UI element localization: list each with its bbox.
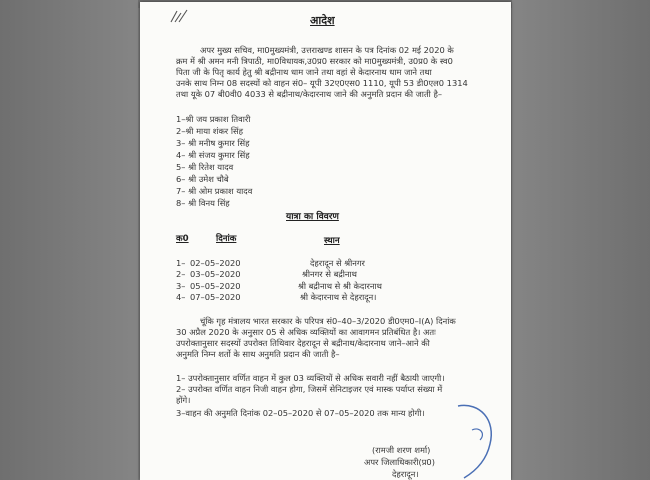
- condition-line: 1– उपरोक्तानुसार वर्णित वाहन में कुल 03 व्यक्तियों से अधिक सवारी नहीं बैठायी जाएगी।: [176, 373, 445, 383]
- paragraph1-line: तथा यूके 07 बी0वी0 4033 से बद्रीनाथ/केदारनाथ जाने की अनुमति प्रदान की जाती है–: [176, 89, 443, 99]
- trip-heading: यात्रा का विवरण: [286, 212, 339, 222]
- paragraph1-line: उनके साथ निम्न 08 सदस्यों को वाहन सं0– यूपी 32ए0एस0 1110, यूपी 53 डी0एल0 1314: [176, 78, 468, 88]
- scan-mark-icon: [170, 8, 190, 24]
- table-header-date: दिनांक: [216, 234, 237, 244]
- paragraph2-line: अनुमति निम्न शर्तो के साथ अनुमति प्रदान की जाती है–: [176, 349, 340, 359]
- member-item: 8– श्री विनय सिंह: [176, 198, 230, 208]
- table-cell-no: 4–: [176, 292, 186, 302]
- table-cell-no: 3–: [176, 281, 186, 291]
- paragraph2-line: उपरोक्तानुसार सदस्यों उपरोक्त तिथिवार देहरादून से बद्रीनाथ/केदारनाथ जाने–आने की: [176, 338, 430, 348]
- condition-line: होंगे।: [176, 395, 191, 405]
- viewer-left-margin: [0, 0, 138, 480]
- member-item: 1–श्री जय प्रकाश तिवारी: [176, 114, 251, 124]
- document-page: [140, 2, 511, 480]
- member-item: 2–श्री माया शंकर सिंह: [176, 126, 244, 136]
- table-header-place: स्थान: [324, 236, 340, 246]
- signature-designation: अपर जिलाधिकारी(प्र0): [364, 457, 435, 467]
- table-cell-no: 2–: [176, 269, 186, 279]
- member-item: 3– श्री मनीष कुमार सिंह: [176, 138, 250, 148]
- paragraph2-line: चूंकि गृह मंत्रालय भारत सरकार के परिपत्र सं0–40–3/2020 डी0एम0–I(A) दिनांक: [200, 316, 456, 326]
- condition-line: 2– उपरोक्त वर्णित वाहन निजी वाहन होगा, जिसमें सेनिटाइजर एवं मास्क पर्याप्त संख्या में: [176, 384, 443, 394]
- paragraph1-line: अपर मुख्य सचिव, मा0मुख्यमंत्री, उत्तराखण्ड शासन के पत्र दिनांक 02 मई 2020 के: [200, 45, 454, 55]
- member-item: 5– श्री रितेश यादव: [176, 162, 234, 172]
- condition-line: 3–वाहन की अनुमति दिनांक 02–05–2020 से 07–05–2020 तक मान्य होगी।: [176, 408, 425, 418]
- member-item: 6– श्री उमेश चौबे: [176, 174, 229, 184]
- table-cell-no: 1–: [176, 258, 186, 268]
- paragraph1-line: पिता जी के पितृ कार्य हेतु श्री बद्रीनाथ धाम जाने तथा वहां से केदारनाथ धाम जाने तथा: [176, 67, 432, 77]
- table-cell-date: 05–05–2020: [190, 281, 241, 291]
- paragraph2-line: 30 अप्रैल 2020 के अनुसार 05 से अधिक व्यक्तियों का आवागमन प्रतिबंधित है। अतः: [176, 327, 436, 337]
- table-cell-place: श्रीनगर से बद्रीनाथ: [302, 269, 357, 279]
- table-cell-place: श्री बद्रीनाथ से श्री केदारनाथ: [298, 281, 382, 291]
- viewer-right-margin: [512, 0, 650, 480]
- table-cell-date: 02–05–2020: [190, 258, 241, 268]
- page-title: आदेश: [310, 14, 335, 27]
- signature-place: देहरादून।: [392, 469, 419, 479]
- table-cell-date: 03–05–2020: [190, 269, 241, 279]
- table-cell-date: 07–05–2020: [190, 292, 241, 302]
- paragraph1-line: क्रम में श्री अमन मनी त्रिपाठी, मा0विधायक,उ0प्र0 सरकार को मा0मुख्यमंत्री, उ0प्र0 के स्व0: [176, 56, 453, 66]
- signature-name: (रामजी शरण शर्मा): [372, 445, 431, 455]
- table-cell-place: श्री केदारनाथ से देहरादून।: [300, 292, 377, 302]
- table-cell-place: देहरादून से श्रीनगर: [310, 258, 365, 268]
- member-item: 7– श्री ओम प्रकाश यादव: [176, 186, 253, 196]
- table-header-no: क0: [176, 234, 189, 244]
- signature-icon: [450, 400, 500, 480]
- member-item: 4– श्री संजय कुमार सिंह: [176, 150, 250, 160]
